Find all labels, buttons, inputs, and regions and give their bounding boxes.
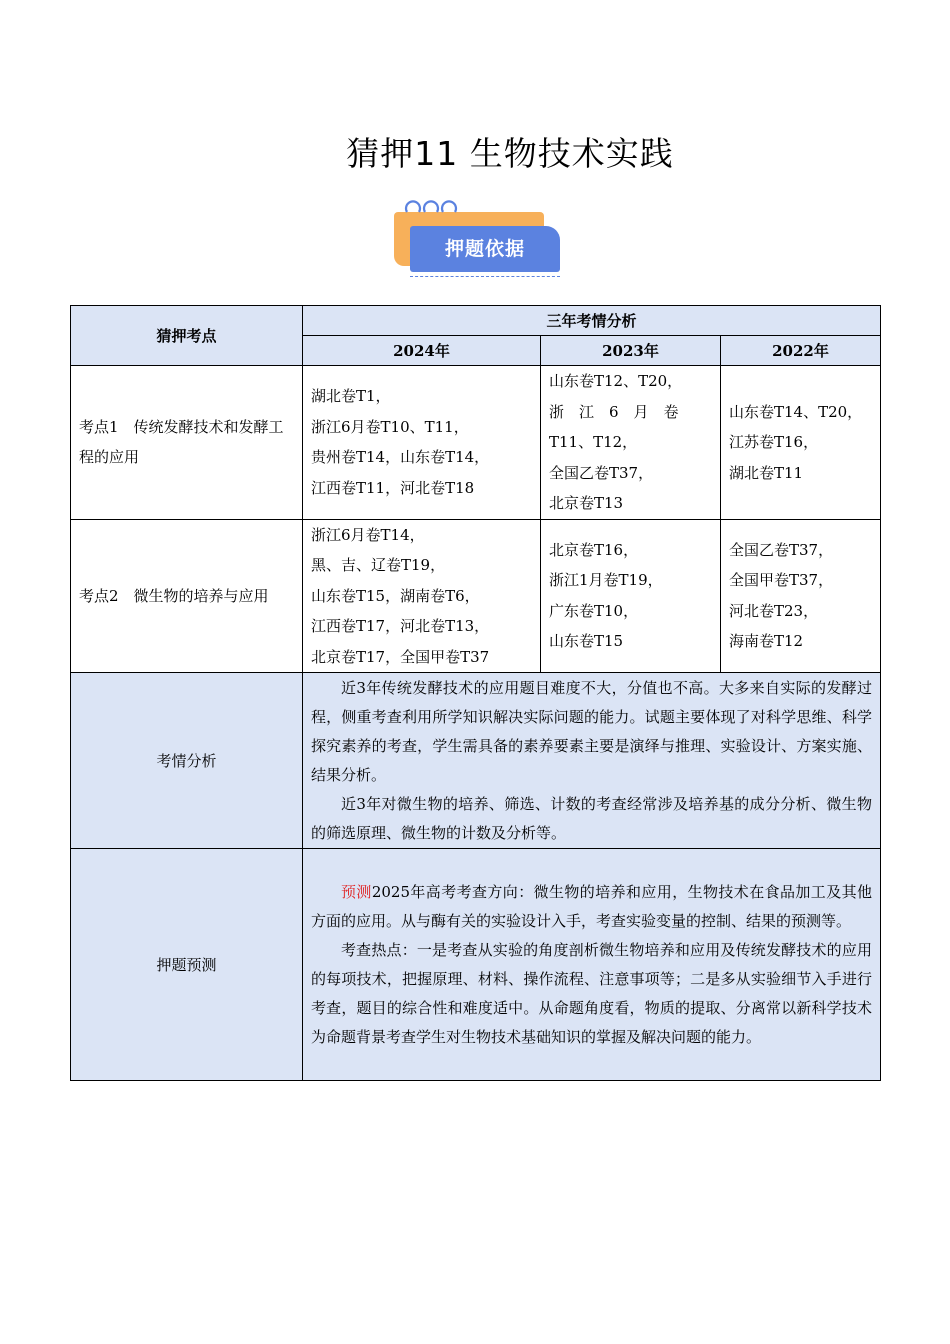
header-year-2022: 2022年 [721, 336, 881, 366]
topic-cell: 考点1 传统发酵技术和发酵工程的应用 [71, 366, 303, 520]
exam-ref: 江西卷T17，河北卷T13， [311, 617, 490, 635]
exam-ref: 全国乙卷T37， [729, 540, 834, 559]
cell-2023 [541, 519, 721, 673]
exam-analysis-table [70, 305, 881, 1081]
table-row-prediction [71, 849, 881, 1081]
header-analysis: 三年考情分析 [303, 306, 881, 336]
exam-ref: 全国乙卷T37， [549, 463, 654, 482]
analysis-paragraph-2: 近3年对微生物的培养、筛选、计数的考查经常涉及培养基的成分分析、微生物的筛选原理、微生物的计数及分析等。 [311, 794, 873, 842]
table-row-topic-1 [71, 366, 881, 520]
exam-ref: 海南卷T12 [729, 632, 804, 651]
exam-ref: 北京卷T16， [549, 540, 639, 559]
cell-2022 [721, 519, 881, 673]
exam-ref: 全国甲卷T37， [729, 571, 834, 590]
header-topic: 猜押考点 [71, 306, 303, 366]
prediction-paragraph-2: 考查热点：一是考查从实验的角度剖析微生物培养和应用及传统发酵技术的应用的每项技术，把握原理、材料、操作流程、注意事项等；二是多从实验细节入手进行考查，题目的综合性和难度适中。从命题角度看，物质的提取、分离常以新科学技术为命题背景考查学生对生物技术基础知识的掌握及解决问题的能力。 [311, 940, 873, 1046]
exam-ref: 浙 江 6 月 卷 [549, 402, 679, 421]
exam-ref: 湖北卷T11 [729, 463, 804, 482]
prediction-text: 2025年高考考查方向：微生物的培养和应用，生物技术在食品加工及其他方面的应用。从与酶有关的实验设计入手，考查实验变量的控制、结果的预测等。 [311, 882, 873, 930]
analysis-label: 考情分析 [71, 673, 303, 849]
prediction-paragraph-1 [311, 878, 872, 936]
analysis-paragraph-1: 近3年传统发酵技术的应用题目难度不大，分值也不高。大多来自实际的发酵过程，侧重考查利用所学知识解决实际问题的能力。试题主要体现了对科学思维、科学探究素养的考查，学生需具备的素养要素主要是演绎与推理、实验设计、方案实施、结果分析。 [311, 678, 873, 784]
section-badge [392, 198, 564, 282]
exam-ref: 北京卷T17，全国甲卷T37 [311, 647, 490, 666]
exam-ref: 浙江1月卷T19， [549, 571, 663, 590]
prediction-content [303, 849, 881, 1081]
exam-ref: 贵州卷T14，山东卷T14， [311, 448, 490, 467]
cell-2023 [541, 366, 721, 520]
exam-ref: 湖北卷T1， [311, 387, 391, 406]
exam-ref: 江西卷T11，河北卷T18 [311, 478, 475, 497]
header-year-2023: 2023年 [541, 336, 721, 366]
page-title: 猜押11 生物技术实践 [346, 134, 674, 173]
exam-ref: 山东卷T14、T20， [729, 402, 863, 421]
exam-ref: 山东卷T12、T20， [549, 372, 683, 390]
binder-rings-icon [402, 198, 462, 220]
exam-ref: 山东卷T15 [549, 632, 624, 651]
exam-ref: 北京卷T13 [549, 494, 624, 512]
cell-2024 [303, 366, 541, 520]
exam-ref: 广东卷T10， [549, 601, 639, 620]
cell-2024 [303, 519, 541, 673]
cell-2022 [721, 366, 881, 520]
exam-ref: 浙江6月卷T10、T11， [311, 417, 469, 436]
badge-label: 押题依据 [444, 238, 525, 260]
exam-ref: T11、T12， [549, 433, 638, 451]
analysis-content [303, 673, 881, 849]
exam-ref: 浙江6月卷T14， [311, 525, 425, 544]
exam-ref: 江苏卷T16， [729, 433, 819, 451]
prediction-label: 押题预测 [71, 849, 303, 1081]
topic-cell: 考点2 微生物的培养与应用 [71, 519, 303, 673]
exam-ref: 黑、吉、辽卷T19， [311, 556, 446, 574]
exam-ref: 山东卷T15，湖南卷T6， [311, 586, 480, 605]
badge-dashed-line [410, 276, 560, 277]
table-row-analysis [71, 673, 881, 849]
prediction-highlight: 预测 [341, 882, 372, 901]
header-year-2024: 2024年 [303, 336, 541, 366]
exam-ref: 河北卷T23， [729, 601, 819, 620]
table-row-topic-2 [71, 519, 881, 673]
